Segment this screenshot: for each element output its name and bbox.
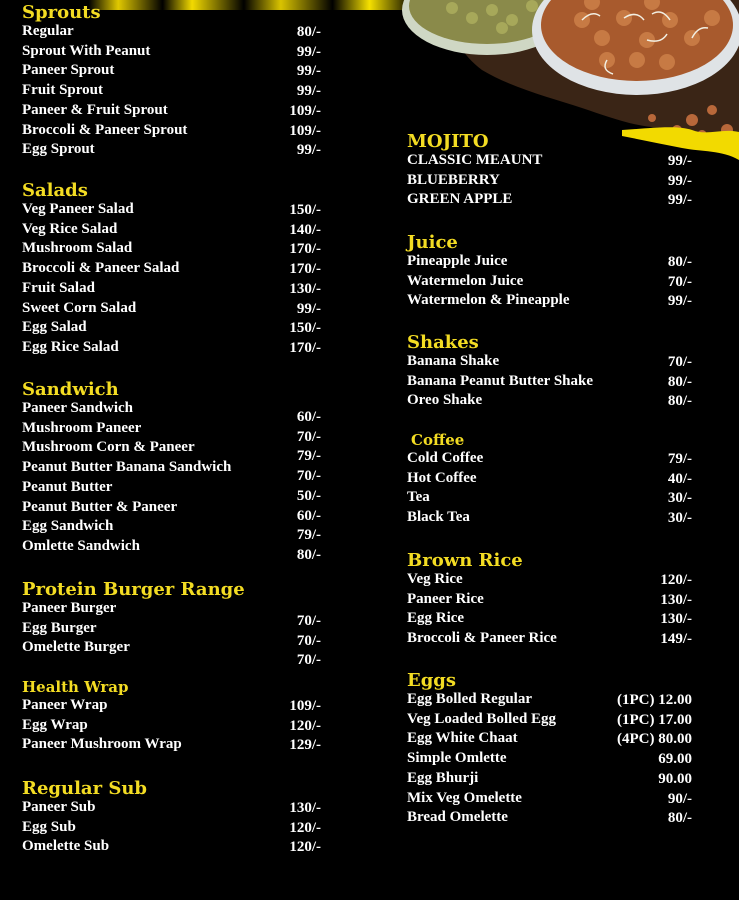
menu-item-name: Mushroom Salad xyxy=(22,240,133,257)
menu-item-price: 30/- xyxy=(667,490,692,507)
menu-item-name: Peanut Butter & Paneer xyxy=(22,498,178,515)
section-heading-brown-rice: Brown Rice xyxy=(407,550,523,571)
menu-item-name: Pineapple Juice xyxy=(407,253,508,269)
menu-item-price: 80/- xyxy=(667,373,692,390)
menu-item-name: Omlette Sandwich xyxy=(22,537,140,554)
menu-item-price: 149/- xyxy=(660,631,692,648)
menu-item-price: 99/- xyxy=(667,293,692,310)
menu-item-name: Veg Rice xyxy=(407,571,463,587)
menu-item-name: Broccoli & Paneer Rice xyxy=(407,630,557,647)
menu-item-price: 50/- xyxy=(296,487,321,504)
menu-item-price: (1PC) 17.00 xyxy=(617,711,692,728)
menu-item-price: 90.00 xyxy=(658,770,692,787)
menu-item-price: 40/- xyxy=(667,470,692,487)
menu-item-price: 80/- xyxy=(296,546,321,563)
menu-item-price: 80/- xyxy=(667,393,692,410)
menu-item-name: Egg Bhurji xyxy=(407,769,479,786)
menu-item-price: 120/- xyxy=(289,819,321,836)
menu-item-name: Watermelon & Pineapple xyxy=(407,292,570,309)
menu-item-name: Mushroom Corn & Paneer xyxy=(22,439,195,456)
menu-item-name: Peanut Butter xyxy=(22,478,113,495)
menu-item-price: 80/- xyxy=(296,24,321,40)
menu-item-price: 60/- xyxy=(296,507,321,524)
menu-item-price: 99/- xyxy=(667,153,692,169)
menu-item-price: 130/- xyxy=(660,591,692,608)
menu-item-name: Paneer Mushroom Wrap xyxy=(22,736,182,753)
menu-item-name: Broccoli & Paneer Sprout xyxy=(22,121,188,138)
menu-item-price: 79/- xyxy=(296,448,321,465)
menu-item-price: 80/- xyxy=(667,254,692,270)
menu-item-price: 30/- xyxy=(667,510,692,527)
menu-item-price: 99/- xyxy=(296,43,321,60)
section-heading-coffee: Coffee xyxy=(411,431,465,449)
section-heading-mojito: MOJITO xyxy=(407,131,489,152)
menu-item-name: Fruit Salad xyxy=(22,279,95,296)
menu-item-price: 129/- xyxy=(289,737,321,754)
menu-item-name: Watermelon Juice xyxy=(407,272,524,289)
menu-item-price: 70/- xyxy=(296,613,321,629)
menu-item-price: 150/- xyxy=(289,320,321,337)
menu-item-price: 60/- xyxy=(296,409,321,425)
menu-item-name: GREEN APPLE xyxy=(407,191,513,208)
menu-item-price: 130/- xyxy=(660,611,692,628)
menu-item-price: 109/- xyxy=(289,122,321,139)
section-heading-juice: Juice xyxy=(407,232,458,253)
menu-item-name: Regular xyxy=(22,23,74,39)
menu-item-name: Paneer Sub xyxy=(22,799,96,815)
menu-item-name: Black Tea xyxy=(407,509,470,526)
menu-item-price: 69.00 xyxy=(658,751,692,768)
menu-item-name: Omelette Burger xyxy=(22,639,130,656)
menu-item-name: Egg Bolled Regular xyxy=(407,691,533,707)
menu-item-name: Sprout With Peanut xyxy=(22,42,151,59)
menu-item-name: Egg Rice xyxy=(407,610,465,627)
menu-item-price: 70/- xyxy=(667,273,692,290)
menu-item-price: (1PC) 12.00 xyxy=(617,692,692,708)
menu-item-name: CLASSIC MEAUNT xyxy=(407,152,543,168)
menu-item-name: Omelette Sub xyxy=(22,838,110,855)
menu-item-name: Sweet Corn Salad xyxy=(22,299,137,316)
menu-item-price: 170/- xyxy=(289,261,321,278)
menu-item-price: 70/- xyxy=(667,354,692,370)
menu-item-price: 130/- xyxy=(289,800,321,816)
menu-item-name: Simple Omlette xyxy=(407,750,507,767)
menu-item-price: 99/- xyxy=(667,192,692,209)
menu-item-name: Oreo Shake xyxy=(407,392,483,409)
menu-item-name: Veg Rice Salad xyxy=(22,220,118,237)
menu-item-name: Banana Shake xyxy=(407,353,500,369)
menu-item-price: 140/- xyxy=(289,221,321,238)
menu-item-price: 70/- xyxy=(296,652,321,669)
menu-item-name: Egg Wrap xyxy=(22,716,88,733)
menu-item-name: Egg Sub xyxy=(22,818,76,835)
menu-item-name: Paneer Sandwich xyxy=(22,400,133,416)
menu-item-name: Egg Sprout xyxy=(22,141,95,158)
menu-item-price: 80/- xyxy=(667,810,692,827)
menu-item-name: Paneer Wrap xyxy=(22,697,108,713)
menu-item-price: 170/- xyxy=(289,241,321,258)
section-heading-shakes: Shakes xyxy=(407,332,479,353)
section-heading-sandwich: Sandwich xyxy=(22,379,119,400)
menu-item-name: Egg Salad xyxy=(22,319,87,336)
menu-item-price: 109/- xyxy=(289,698,321,714)
section-heading-protein-burger: Protein Burger Range xyxy=(22,579,245,600)
menu-item-name: Paneer & Fruit Sprout xyxy=(22,101,168,118)
menu-item-name: Bread Omelette xyxy=(407,809,508,826)
menu-item-price: 70/- xyxy=(296,468,321,485)
menu-item-price: 120/- xyxy=(660,572,692,588)
menu-item-price: 79/- xyxy=(667,451,692,467)
menu-item-name: Egg White Chaat xyxy=(407,730,518,747)
menu-item-price: 90/- xyxy=(667,790,692,807)
menu-item-name: Mushroom Paneer xyxy=(22,419,142,436)
menu-item-name: Veg Loaded Bolled Egg xyxy=(407,710,557,727)
menu-item-name: Paneer Sprout xyxy=(22,62,115,79)
menu-item-name: Hot Coffee xyxy=(407,469,477,486)
section-heading-health-wrap: Health Wrap xyxy=(22,678,129,696)
menu-item-name: Paneer Burger xyxy=(22,600,117,616)
menu-item-price: 70/- xyxy=(296,428,321,445)
section-heading-regular-sub: Regular Sub xyxy=(22,778,148,799)
menu-item-price: 99/- xyxy=(296,142,321,159)
menu-item-name: BLUEBERRY xyxy=(407,171,500,188)
section-heading-sprouts: Sprouts xyxy=(22,2,101,23)
menu-item-price: 130/- xyxy=(289,280,321,297)
menu-item-price: 150/- xyxy=(289,202,321,218)
menu-item-name: Paneer Rice xyxy=(407,590,484,607)
menu-item-name: Cold Coffee xyxy=(407,450,484,466)
section-heading-eggs: Eggs xyxy=(407,670,457,691)
menu-item-name: Mix Veg Omelette xyxy=(407,789,522,806)
menu-item-name: Peanut Butter Banana Sandwich xyxy=(22,459,232,476)
menu-item-price: 79/- xyxy=(296,527,321,544)
menu-item-name: Fruit Sprout xyxy=(22,82,103,99)
menu-item-name: Veg Paneer Salad xyxy=(22,201,134,217)
menu-item-price: 99/- xyxy=(667,172,692,189)
menu-item-name: Banana Peanut Butter Shake xyxy=(407,372,594,389)
menu-item-name: Broccoli & Paneer Salad xyxy=(22,260,180,277)
menu-item-name: Egg Sandwich xyxy=(22,518,114,535)
menu-item-price: 109/- xyxy=(289,102,321,119)
menu-item-price: 99/- xyxy=(296,300,321,317)
menu-item-price: 120/- xyxy=(289,839,321,856)
menu-item-price: (4PC) 80.00 xyxy=(617,731,692,748)
menu-item-price: 120/- xyxy=(289,717,321,734)
menu-item-price: 170/- xyxy=(289,339,321,356)
menu-item-price: 70/- xyxy=(296,632,321,649)
menu-item-name: Egg Burger xyxy=(22,619,97,636)
menu-item-price: 99/- xyxy=(296,63,321,80)
section-heading-salads: Salads xyxy=(22,180,88,201)
menu-item-name: Egg Rice Salad xyxy=(22,338,119,355)
menu-item-name: Tea xyxy=(407,489,430,506)
menu-item-price: 99/- xyxy=(296,83,321,100)
